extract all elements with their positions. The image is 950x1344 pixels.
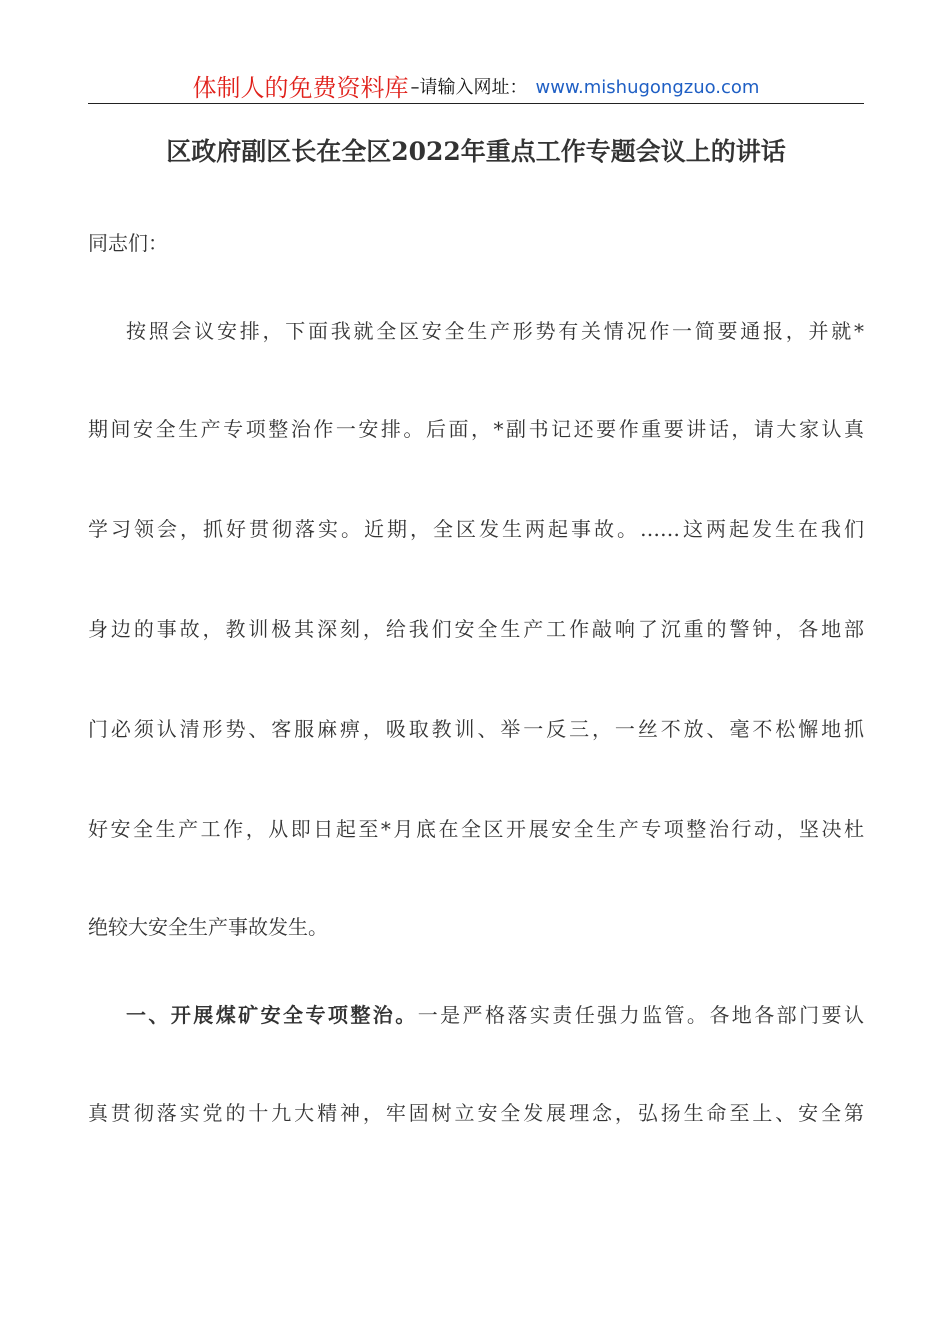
page-header (88, 70, 864, 104)
section-text: 一是严格落实责任强力监管。各地各部门要认 (417, 1003, 864, 1027)
document-title: 区政府副区长在全区2022年重点工作专题会议上的讲话 (166, 137, 786, 166)
paragraph-line: 期间安全生产专项整治作一安排。后面，*副书记还要作重要讲话，请大家认真 (88, 417, 864, 441)
paragraph-line: 身边的事故，教训极其深刻，给我们安全生产工作敲响了沉重的警钟，各地部 (88, 617, 864, 641)
site-url-link[interactable]: www.mishugongzuo.com (535, 77, 760, 98)
section-line (126, 1000, 864, 1030)
site-brand: 体制人的免费资料库 (192, 74, 409, 102)
paragraph-line: 学习领会，抓好贯彻落实。近期，全区发生两起事故。……这两起发生在我们 (88, 517, 864, 541)
paragraph-line: 按照会议安排，下面我就全区安全生产形势有关情况作一简要通报，并就* (126, 319, 864, 343)
section-heading: 一、开展煤矿安全专项整治。 (126, 1003, 418, 1027)
paragraph-line: 真贯彻落实党的十九大精神，牢固树立安全发展理念，弘扬生命至上、安全第 (88, 1101, 864, 1125)
paragraph-line: 好安全生产工作，从即日起至*月底在全区开展安全生产专项整治行动，坚决杜 (88, 817, 864, 841)
salutation: 同志们： (88, 231, 168, 255)
paragraph-line: 门必须认清形势、客服麻痹，吸取教训、举一反三，一丝不放、毫不松懈地抓 (88, 717, 864, 741)
url-prompt: –请输入网址： (410, 77, 528, 98)
paragraph-line: 绝较大安全生产事故发生。 (88, 915, 328, 939)
